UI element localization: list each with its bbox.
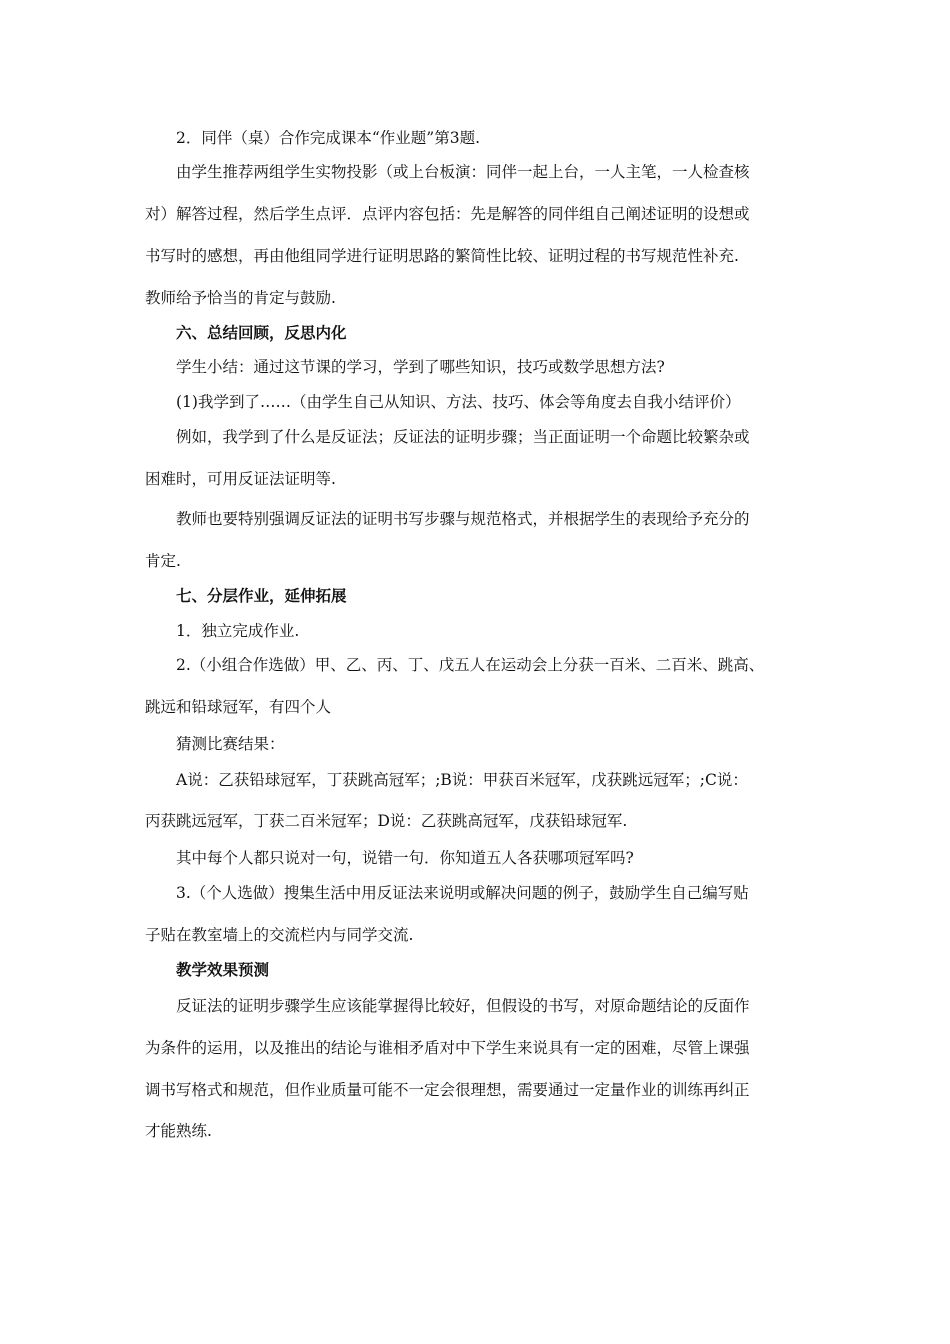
text-line: 为条件的运用，以及推出的结论与谁相矛盾对中下学生来说具有一定的困难，尽管上课强 — [145, 1039, 750, 1057]
text-line: 调书写格式和规范，但作业质量可能不一定会很理想，需要通过一定量作业的训练再纠正 — [145, 1081, 750, 1099]
text-line: (1)我学到了……（由学生自己从知识、方法、技巧、体会等角度去自我小结评价） — [176, 393, 741, 411]
text-line: 子贴在教室墙上的交流栏内与同学交流. — [145, 926, 414, 944]
text-line: 教师也要特别强调反证法的证明书写步骤与规范格式，并根据学生的表现给予充分的 — [176, 510, 750, 528]
text-line: 反证法的证明步骤学生应该能掌握得比较好，但假设的书写，对原命题结论的反面作 — [176, 997, 750, 1015]
text-line: 3.（个人选做）搜集生活中用反证法来说明或解决问题的例子，鼓励学生自己编写贴 — [176, 884, 749, 902]
text-line: 其中每个人都只说对一句，说错一句．你知道五人各获哪项冠军吗? — [176, 849, 634, 867]
text-line: 对）解答过程，然后学生点评．点评内容包括：先是解答的同伴组自己阐述证明的设想或 — [145, 205, 750, 223]
text-line: 教师给予恰当的肯定与鼓励. — [145, 289, 336, 307]
section-heading: 六、总结回顾，反思内化 — [176, 323, 347, 342]
text-line: 才能熟练. — [145, 1122, 212, 1140]
section-heading: 七、分层作业，延伸拓展 — [176, 586, 347, 605]
text-line: 猜测比赛结果： — [176, 735, 285, 753]
text-line: 书写时的感想，再由他组同学进行证明思路的繁简性比较、证明过程的书写规范性补充. — [145, 247, 739, 265]
text-line: 跳远和铅球冠军，有四个人 — [145, 698, 332, 716]
text-line: 肯定. — [145, 552, 181, 570]
text-line: 由学生推荐两组学生实物投影（或上台板演：同伴一起上台，一人主笔，一人检查核 — [176, 163, 750, 181]
section-heading: 教学效果预测 — [176, 960, 270, 979]
text-line: 2．同伴（桌）合作完成课本“作业题”第3题. — [176, 129, 480, 147]
text-line: 困难时，可用反证法证明等. — [145, 470, 336, 488]
text-line: A说：乙获铅球冠军，丁获跳高冠军；;B说：甲获百米冠军，戊获跳远冠军；;C说： — [176, 771, 748, 789]
text-line: 丙获跳远冠军，丁获二百米冠军；D说：乙获跳高冠军，戊获铅球冠军. — [145, 812, 628, 830]
text-line: 学生小结：通过这节课的学习，学到了哪些知识，技巧或数学思想方法? — [176, 358, 665, 376]
text-line: 1．独立完成作业. — [176, 622, 300, 640]
text-line: 例如，我学到了什么是反证法；反证法的证明步骤；当正面证明一个命题比较繁杂或 — [176, 428, 750, 446]
text-line: 2.（小组合作选做）甲、乙、丙、丁、戊五人在运动会上分获一百米、二百米、跳高、 — [176, 656, 765, 674]
